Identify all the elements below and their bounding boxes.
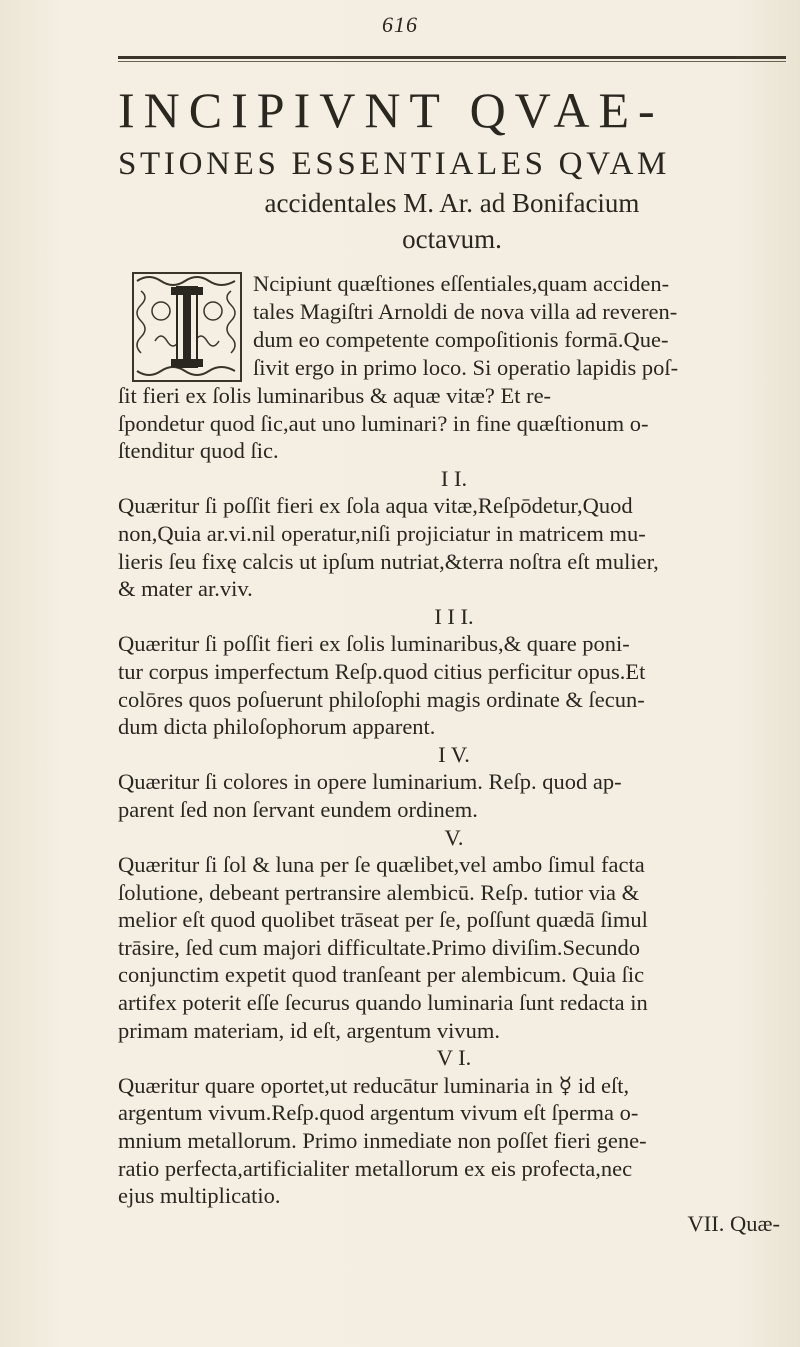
catchword: VII. Quæ-	[687, 1210, 780, 1236]
text-line: tales Magiſtri Arnoldi de nova villa ad reveren-	[253, 299, 678, 324]
text-line: Quæritur quare oportet,ut reducātur luminaria in ☿ id eſt,	[118, 1072, 630, 1098]
text-line: ſolutione, debeant pertransire alembicū. Reſp. tutior via &	[118, 879, 640, 905]
text-line: dum dicta philoſophorum apparent.	[118, 714, 436, 740]
text-line: artifex poterit eſſe ſecurus quando luminaria ſunt redacta in	[118, 990, 648, 1016]
question-numeral: I I I.	[434, 603, 474, 629]
text-line: & mater ar.viv.	[118, 576, 253, 602]
text-line: lieris ſeu fixę calcis ut ipſum nutriat,&terra noſtra eſt mulier,	[118, 548, 659, 574]
decorated-initial-icon	[131, 271, 243, 383]
text-line: ratio perfecta,artificialiter metallorum ex eis profecta,nec	[118, 1155, 633, 1181]
text-line: ejus multiplicatio.	[118, 1183, 281, 1209]
text-line: ſivit ergo in primo loco. Si operatio lapidis poſ-	[253, 355, 679, 380]
text-line: Quæritur ſi poſſit fieri ex ſola aqua vitæ,Reſpōdetur,Quod	[118, 493, 633, 519]
title-line-2: STIONES ESSENTIALES QVAM	[118, 146, 671, 182]
question-numeral: I V.	[438, 741, 470, 767]
question-numeral: V I.	[436, 1045, 472, 1071]
text-line: parent ſed non ſervant eundem ordinem.	[118, 796, 478, 822]
text-line: Quæritur ſi poſſit fieri ex ſolis luminaribus,& quare poni-	[118, 631, 630, 657]
header-rule-thin	[118, 61, 786, 62]
text-line: mnium metallorum. Primo inmediate non poſſet fieri gene-	[118, 1128, 647, 1154]
body-text	[118, 382, 790, 1237]
text-line: Ncipiunt quæſtiones eſſentiales,quam acciden-	[253, 271, 670, 296]
text-line: dum eo competente compoſitionis formā.Que-	[253, 327, 669, 352]
text-line: colōres quos poſuerunt philoſophi magis ordinate & ſecun-	[118, 686, 645, 712]
text-line: trāsire, ſed cum majori difficultate.Primo diviſim.Secundo	[118, 934, 640, 960]
text-line: Quæritur ſi ſol & luna per ſe quælibet,vel ambo ſimul facta	[118, 852, 645, 878]
text-line: conjunctim expetit quod tranſeant per alembicum. Quia ſic	[118, 962, 645, 988]
text-line: ſpondetur quod ſic,aut uno luminari? in fine quæſtionum o-	[118, 410, 649, 436]
text-line: Quæritur ſi colores in opere luminarium. Reſp. quod ap-	[118, 769, 622, 795]
text-line: argentum vivum.Reſp.quod argentum vivum eſt ſperma o-	[118, 1100, 639, 1126]
text-line: melior eſt quod quolibet trāseat per ſe, poſſunt quædā ſimul	[118, 907, 648, 933]
text-line: tur corpus imperfectum Reſp.quod citius perficitur opus.Et	[118, 658, 646, 684]
page-number: 616	[382, 12, 418, 37]
title-line-1: INCIPIVNT QVAE-	[118, 82, 664, 138]
text-line: ſit fieri ex ſolis luminaribus & aquæ vitæ? Et re-	[118, 383, 552, 408]
text-line: non,Quia ar.vi.nil operatur,niſi projiciatur in matricem mu-	[118, 520, 646, 546]
text-line: ſtenditur quod ſic.	[118, 438, 279, 464]
intro-paragraph-first-lines	[253, 270, 789, 382]
question-numeral: V.	[444, 824, 464, 850]
header-rule	[118, 56, 786, 59]
question-numeral: I I.	[440, 465, 468, 491]
text-line: primam materiam, id eſt, argentum vivum.	[118, 1017, 500, 1043]
title-line-4: octavum.	[402, 224, 502, 254]
title-line-3: accidentales M. Ar. ad Bonifacium	[264, 188, 640, 218]
